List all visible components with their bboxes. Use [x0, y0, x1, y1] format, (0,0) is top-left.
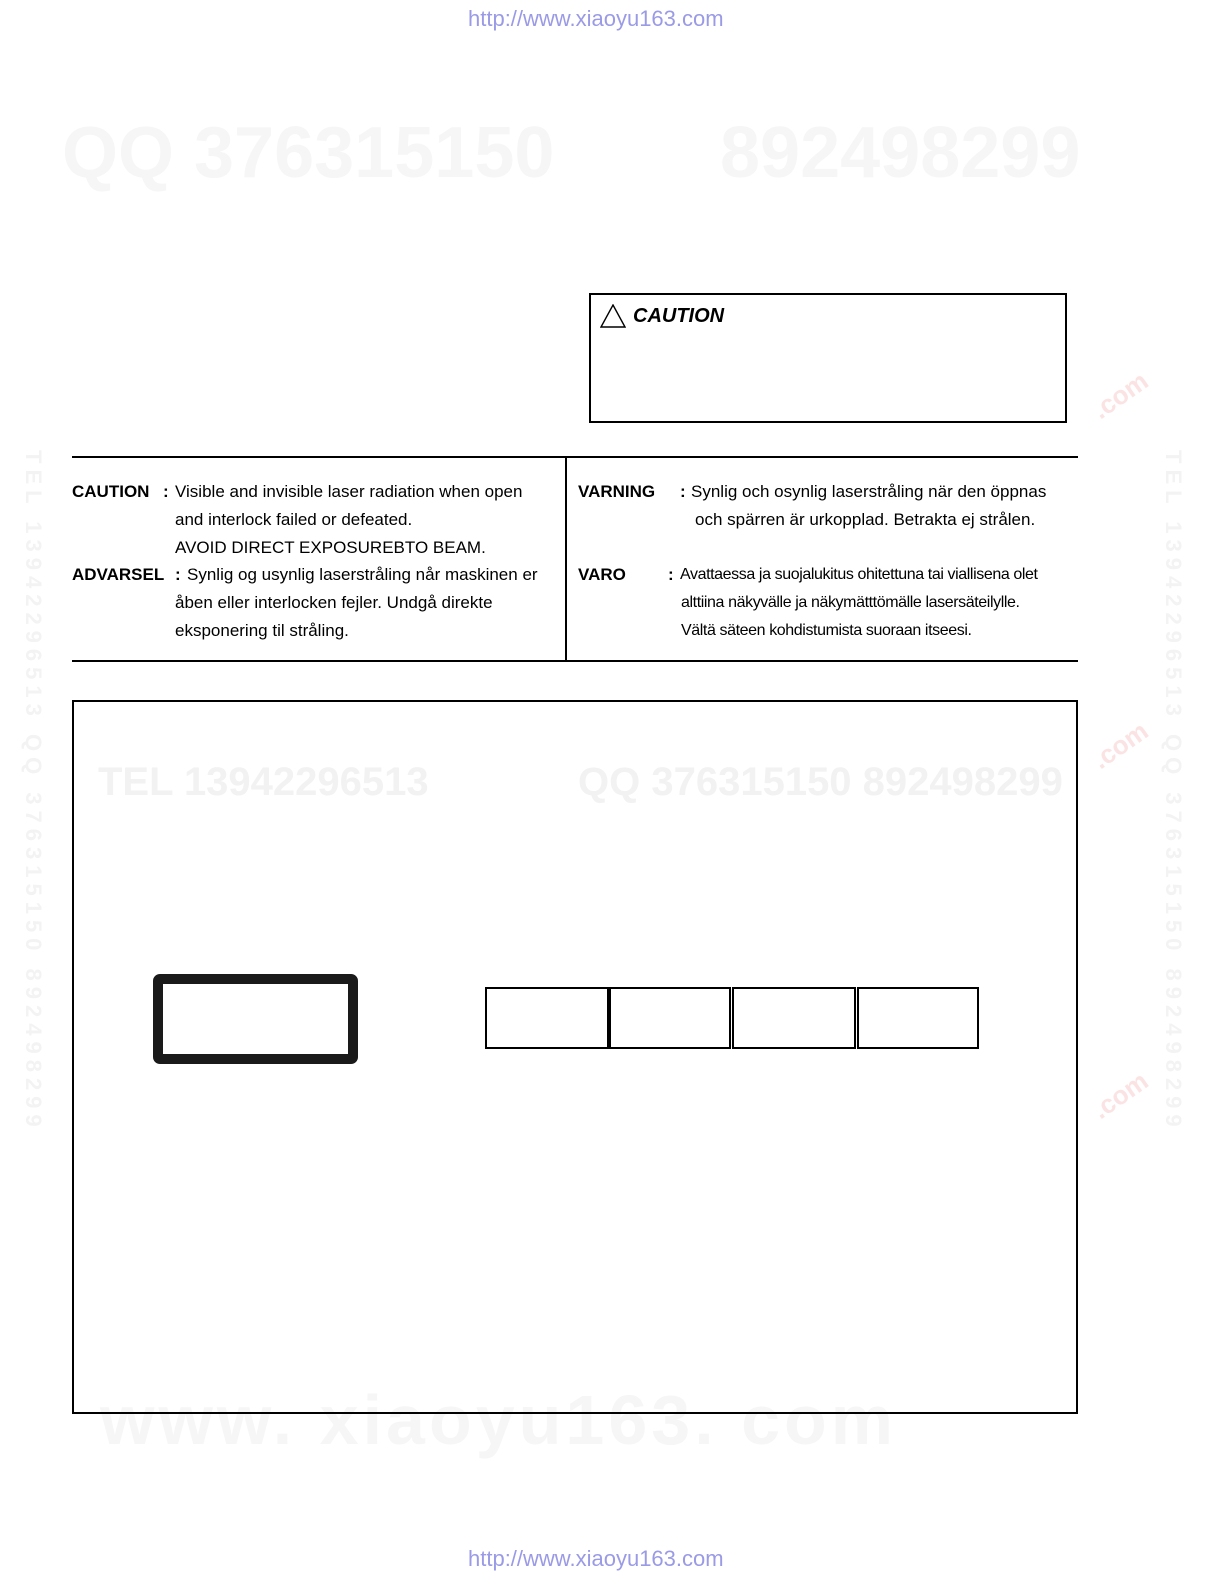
caution-label: CAUTION [72, 482, 150, 501]
class-label-rectangle [153, 974, 358, 1064]
varning-line-2: och spärren är urkopplad. Betrakta ej strålen. [695, 510, 1036, 529]
caution-line-2: and interlock failed or defeated. [175, 510, 413, 529]
watermark-com-2: .com [1086, 715, 1154, 775]
watermark-qq-2: 892498299 [720, 113, 1081, 193]
varo-line-1: Avattaessa ja suojalukitus ohitettuna tai viallisena olet [680, 566, 1038, 583]
watermark-com-3: .com [1086, 1065, 1154, 1125]
caution-line-1: Visible and invisible laser radiation when open [175, 482, 523, 501]
advarsel-line-3: eksponering til stråling. [175, 621, 349, 640]
label-cell-2 [609, 987, 731, 1049]
watermark-side-right: TEL 13942296513 QQ 376315150 892498299 [1161, 450, 1186, 1133]
watermark-qq-mid: QQ 376315150 892498299 [578, 760, 1063, 804]
advarsel-label: ADVARSEL [72, 565, 165, 584]
footer-url[interactable]: http://www.xiaoyu163.com [468, 1546, 724, 1571]
header-url[interactable]: http://www.xiaoyu163.com [468, 6, 724, 31]
watermark-site: www. xiaoyu163. com [100, 1381, 898, 1459]
advarsel-line-1: Synlig og usynlig laserstråling når maskinen er [187, 565, 538, 584]
varning-label: VARNING [578, 482, 656, 501]
varo-colon: : [668, 565, 674, 584]
varning-line-1: Synlig och osynlig laserstråling när den öppnas [691, 482, 1047, 501]
caution-line-3: AVOID DIRECT EXPOSUREBTO BEAM. [175, 538, 486, 557]
label-cell-4 [857, 987, 979, 1049]
watermark-com-1: .com [1086, 365, 1154, 425]
advarsel-colon: : [175, 565, 181, 584]
varo-line-2: alttiina näkyvälle ja näkymätttömälle lasersäteilylle. [681, 594, 1020, 611]
varning-colon: : [680, 482, 686, 501]
varo-label: VARO [578, 565, 626, 584]
watermark-qq-1: QQ 376315150 [62, 113, 555, 193]
label-cell-3 [732, 987, 856, 1049]
watermark-side-left: TEL 13942296513 QQ 376315150 892498299 [21, 450, 46, 1133]
warning-table [0, 0, 1224, 700]
watermark-tel: TEL 13942296513 [98, 760, 429, 804]
label-cell-1 [485, 987, 609, 1049]
caution-colon: : [163, 482, 169, 501]
advarsel-line-2: åben eller interlocken fejler. Undgå direkte [175, 593, 493, 612]
caution-box-title: CAUTION [633, 305, 725, 327]
varo-line-3: Vältä säteen kohdistumista suoraan itseesi. [681, 622, 972, 639]
